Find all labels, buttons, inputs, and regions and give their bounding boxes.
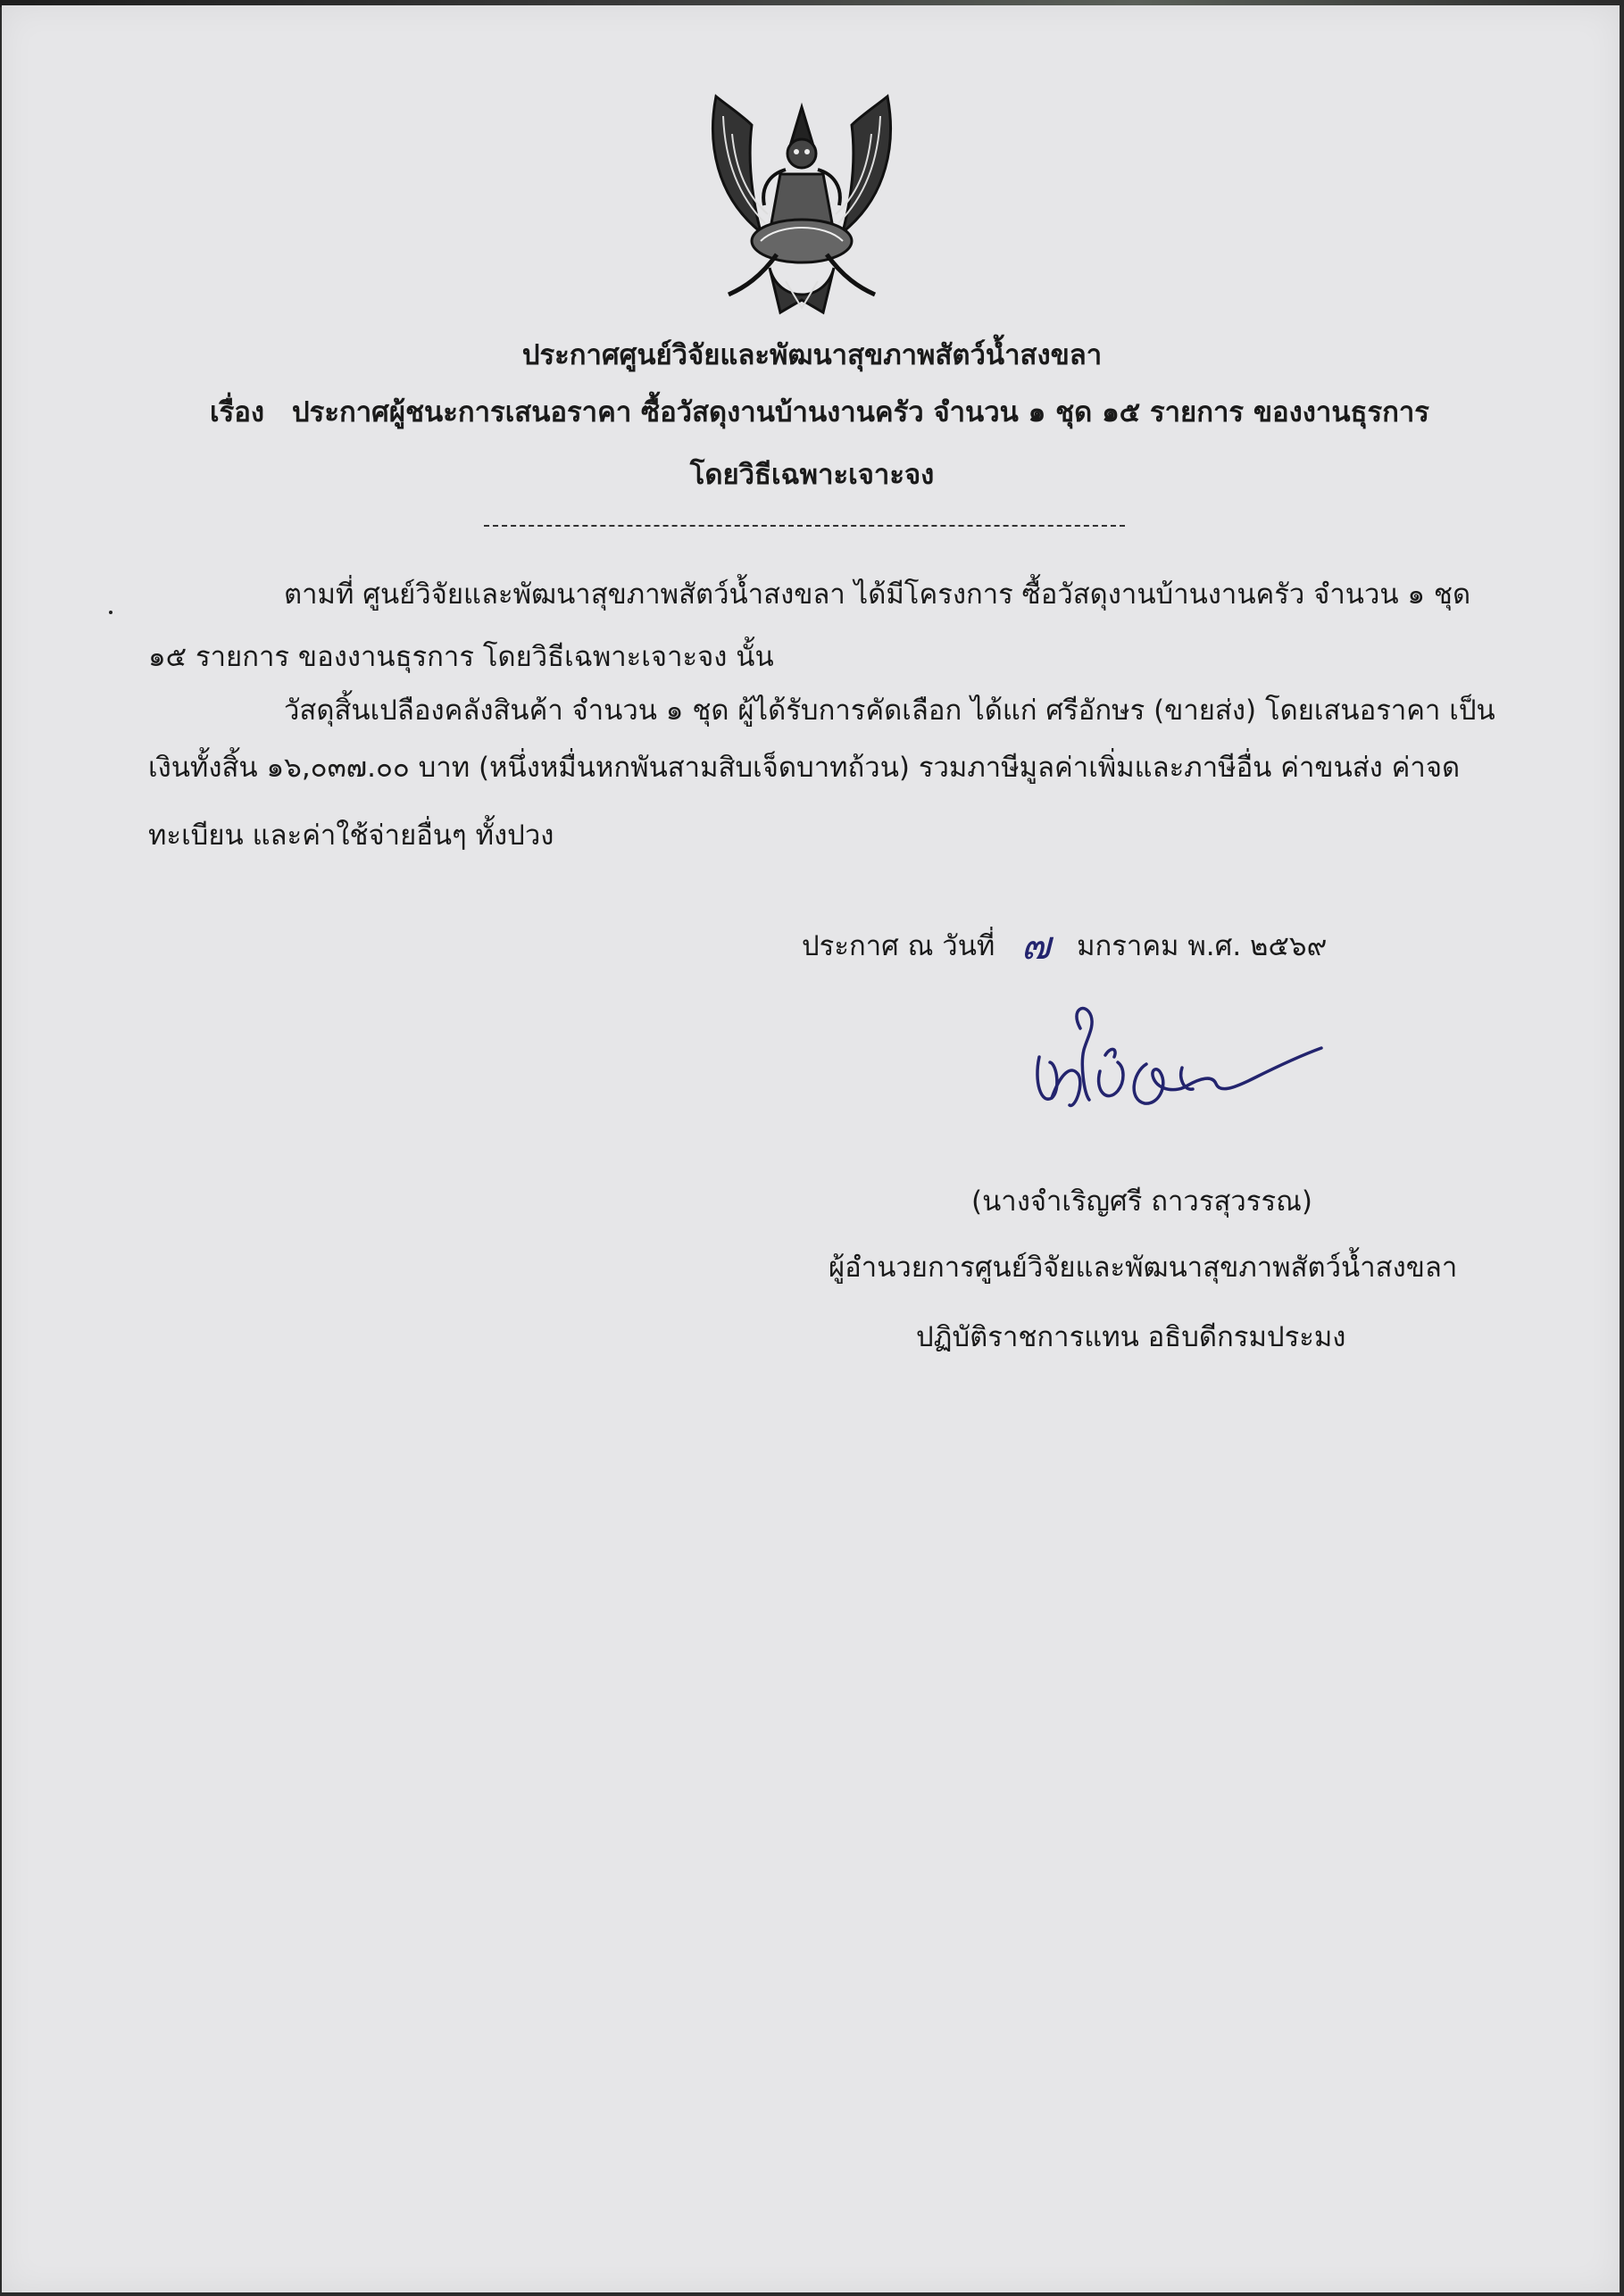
scan-speck bbox=[109, 611, 112, 614]
signer-acting-for: ปฏิบัติราชการแทน อธิบดีกรมประมง bbox=[916, 1321, 1346, 1353]
handwritten-day: ๗ bbox=[1020, 923, 1051, 969]
body-paragraph-line: วัสดุสิ้นเปลืองคลังสินค้า จำนวน ๑ ชุด ผู้ได้รับการคัดเลือก ได้แก่ ศรีอักษร (ขายส่ง) โดยเสนอราคา เป็น bbox=[284, 695, 1495, 727]
procurement-method: โดยวิธีเฉพาะเจาะจง bbox=[689, 459, 935, 491]
signer-name: (นางจำเริญศรี ถาวรสุวรรณ) bbox=[971, 1185, 1312, 1218]
divider bbox=[484, 525, 1125, 527]
signer-position: ผู้อำนวยการศูนย์วิจัยและพัฒนาสุขภาพสัตว์น้ำสงขลา bbox=[829, 1252, 1458, 1284]
body-paragraph-line: ตามที่ ศูนย์วิจัยและพัฒนาสุขภาพสัตว์น้ำสงขลา ได้มีโครงการ ซื้อวัสดุงานบ้านงานครัว จำนวน ๑ ชุด bbox=[284, 578, 1471, 611]
date-suffix: มกราคม พ.ศ. ๒๕๖๙ bbox=[1077, 930, 1328, 962]
date-prefix: ประกาศ ณ วันที่ bbox=[802, 930, 995, 962]
subject-label: เรื่อง bbox=[210, 396, 265, 428]
garuda-emblem-icon bbox=[698, 89, 905, 320]
body-paragraph-line: เงินทั้งสิ้น ๑๖,๐๓๗.๐๐ บาท (หนึ่งหมื่นหกพันสามสิบเจ็ดบาทถ้วน) รวมภาษีมูลค่าเพิ่มและภาษีอื่น ค่าขนส่ง ค่าจด bbox=[148, 752, 1461, 784]
body-paragraph-line: ๑๕ รายการ ของงานธุรการ โดยวิธีเฉพาะเจาะจง นั้น bbox=[148, 641, 774, 673]
subject-text: ประกาศผู้ชนะการเสนอราคา ซื้อวัสดุงานบ้านงานครัว จำนวน ๑ ชุด ๑๕ รายการ ของงานธุรการ bbox=[292, 396, 1429, 428]
body-paragraph-line: ทะเบียน และค่าใช้จ่ายอื่นๆ ทั้งปวง bbox=[148, 819, 554, 852]
page-title: ประกาศศูนย์วิจัยและพัฒนาสุขภาพสัตว์น้ำสงขลา bbox=[521, 339, 1103, 371]
announcement-date bbox=[802, 923, 1328, 969]
subject-line bbox=[210, 395, 1429, 430]
signature bbox=[1025, 993, 1328, 1136]
